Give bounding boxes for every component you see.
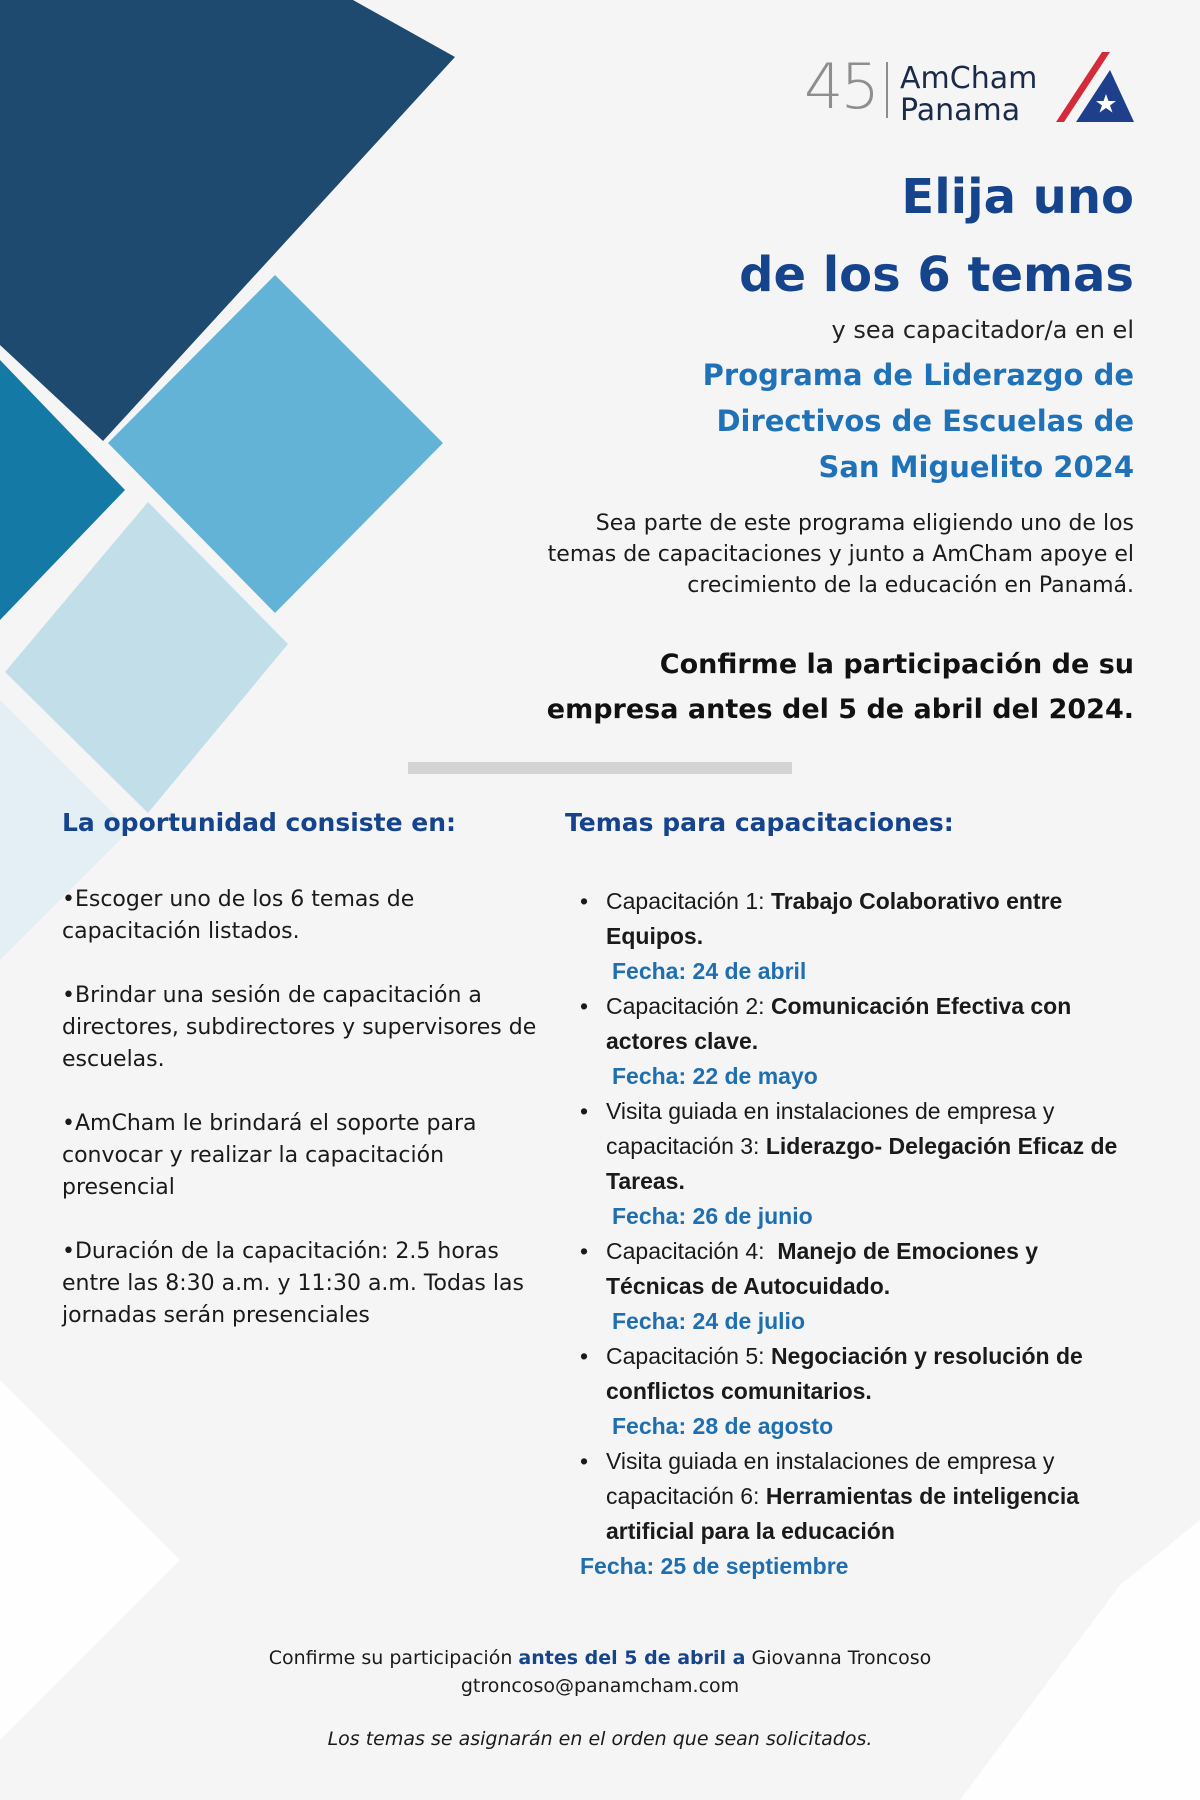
topic-item: • Visita guiada en instalaciones de empresa y capacitación 3: Liderazgo- Delegación Eficaz de Tareas. Fecha: 26 de junio: [580, 1094, 1140, 1234]
program-line3: San Miguelito 2024: [818, 450, 1134, 484]
logo-anniversary-number: 45: [804, 50, 877, 123]
topic-title: Negociación y resolución de conflictos comunitarios.: [606, 1343, 1083, 1404]
topic-prefix: Capacitación 2:: [606, 993, 771, 1019]
opportunity-item: •Escoger uno de los 6 temas de capacitación listados.: [62, 887, 415, 944]
program-line2: Directivos de Escuelas de: [716, 404, 1134, 438]
amcham-logo: [804, 50, 1134, 130]
headline-line1: Elija uno: [901, 169, 1134, 225]
divider: [408, 762, 792, 774]
footer-highlight: antes del 5 de abril a: [518, 1647, 746, 1669]
topic-date: Fecha: 22 de mayo: [612, 1063, 818, 1089]
opportunity-list: [62, 884, 552, 1364]
topic-date: Fecha: 24 de abril: [612, 958, 807, 984]
topics-heading: Temas para capacitaciones:: [565, 808, 954, 837]
amcham-flag-icon: [1054, 50, 1134, 126]
logo-line2: Panama: [900, 93, 1021, 128]
topic-item: • Capacitación 2: Comunicación Efectiva con actores clave. Fecha: 22 de mayo: [580, 989, 1140, 1094]
opportunity-item: •Duración de la capacitación: 2.5 horas entre las 8:30 a.m. y 11:30 a.m. Todas las jornadas serán presenciales: [62, 1239, 524, 1328]
program-line1: Programa de Liderazgo de: [702, 358, 1134, 392]
headline-line2: de los 6 temas: [739, 247, 1134, 303]
topic-date: Fecha: 25 de septiembre: [580, 1553, 849, 1579]
topics-list: [580, 884, 1140, 1584]
opportunity-heading: La oportunidad consiste en:: [62, 808, 457, 837]
topic-item: • Capacitación 4: Manejo de Emociones y Técnicas de Autocuidado. Fecha: 24 de julio: [580, 1234, 1140, 1339]
footer-text-before: Confirme su participación: [268, 1647, 519, 1669]
footer-text-after: Giovanna Troncoso: [745, 1647, 932, 1669]
topic-prefix: Visita guiada en instalaciones de empresa y capacitación 3:: [606, 1098, 1055, 1159]
topic-date: Fecha: 24 de julio: [612, 1308, 805, 1334]
intro-line3: crecimiento de la educación en Panamá.: [687, 573, 1134, 598]
topic-title: Manejo de Emociones y Técnicas de Autocuidado.: [606, 1238, 1039, 1299]
topic-title: Herramientas de inteligencia artificial para la educación: [606, 1483, 1080, 1544]
topic-item: • Capacitación 5: Negociación y resolución de conflictos comunitarios. Fecha: 28 de agosto: [580, 1339, 1140, 1444]
opportunity-item: •Brindar una sesión de capacitación a directores, subdirectores y supervisores de escuelas.: [62, 983, 537, 1072]
topic-prefix: Capacitación 5:: [606, 1343, 771, 1369]
program-name: [494, 352, 1134, 490]
intro-paragraph: [454, 508, 1134, 601]
confirm-line1: Confirme la participación de su: [659, 649, 1134, 680]
topic-prefix: Visita guiada en instalaciones de empresa y capacitación 6:: [606, 1448, 1055, 1509]
opportunity-item: •AmCham le brindará el soporte para convocar y realizar la capacitación presencial: [62, 1111, 477, 1200]
topic-prefix: Capacitación 4:: [606, 1238, 778, 1264]
footer-note: Los temas se asignarán en el orden que sean solicitados.: [327, 1728, 873, 1750]
topic-item: • Visita guiada en instalaciones de empresa y capacitación 6: Herramientas de inteligencia artificial para la educación Fecha: 25 de septiembre: [580, 1444, 1140, 1584]
topic-date: Fecha: 26 de junio: [612, 1203, 813, 1229]
logo-separator: [886, 62, 888, 118]
confirm-deadline: [454, 642, 1134, 732]
topic-date: Fecha: 28 de agosto: [612, 1413, 834, 1439]
topic-title: Trabajo Colaborativo entre Equipos.: [606, 888, 1063, 949]
topic-prefix: Capacitación 1:: [606, 888, 771, 914]
topic-title: Comunicación Efectiva con actores clave.: [606, 993, 1072, 1054]
confirm-line2: empresa antes del 5 de abril del 2024.: [546, 694, 1134, 725]
logo-line1: AmCham: [900, 61, 1038, 96]
footer-contact: [0, 1644, 1200, 1700]
subheadline: y sea capacitador/a en el: [831, 316, 1134, 344]
intro-line2: temas de capacitaciones y junto a AmCham apoye el: [547, 542, 1134, 567]
topic-item: • Capacitación 1: Trabajo Colaborativo entre Equipos. Fecha: 24 de abril: [580, 884, 1140, 989]
contact-email[interactable]: gtroncoso@panamcham.com: [460, 1675, 740, 1697]
topic-title: Liderazgo- Delegación Eficaz de Tareas.: [606, 1133, 1118, 1194]
headline: [534, 158, 1134, 314]
intro-line1: Sea parte de este programa eligiendo uno de los: [595, 511, 1134, 536]
